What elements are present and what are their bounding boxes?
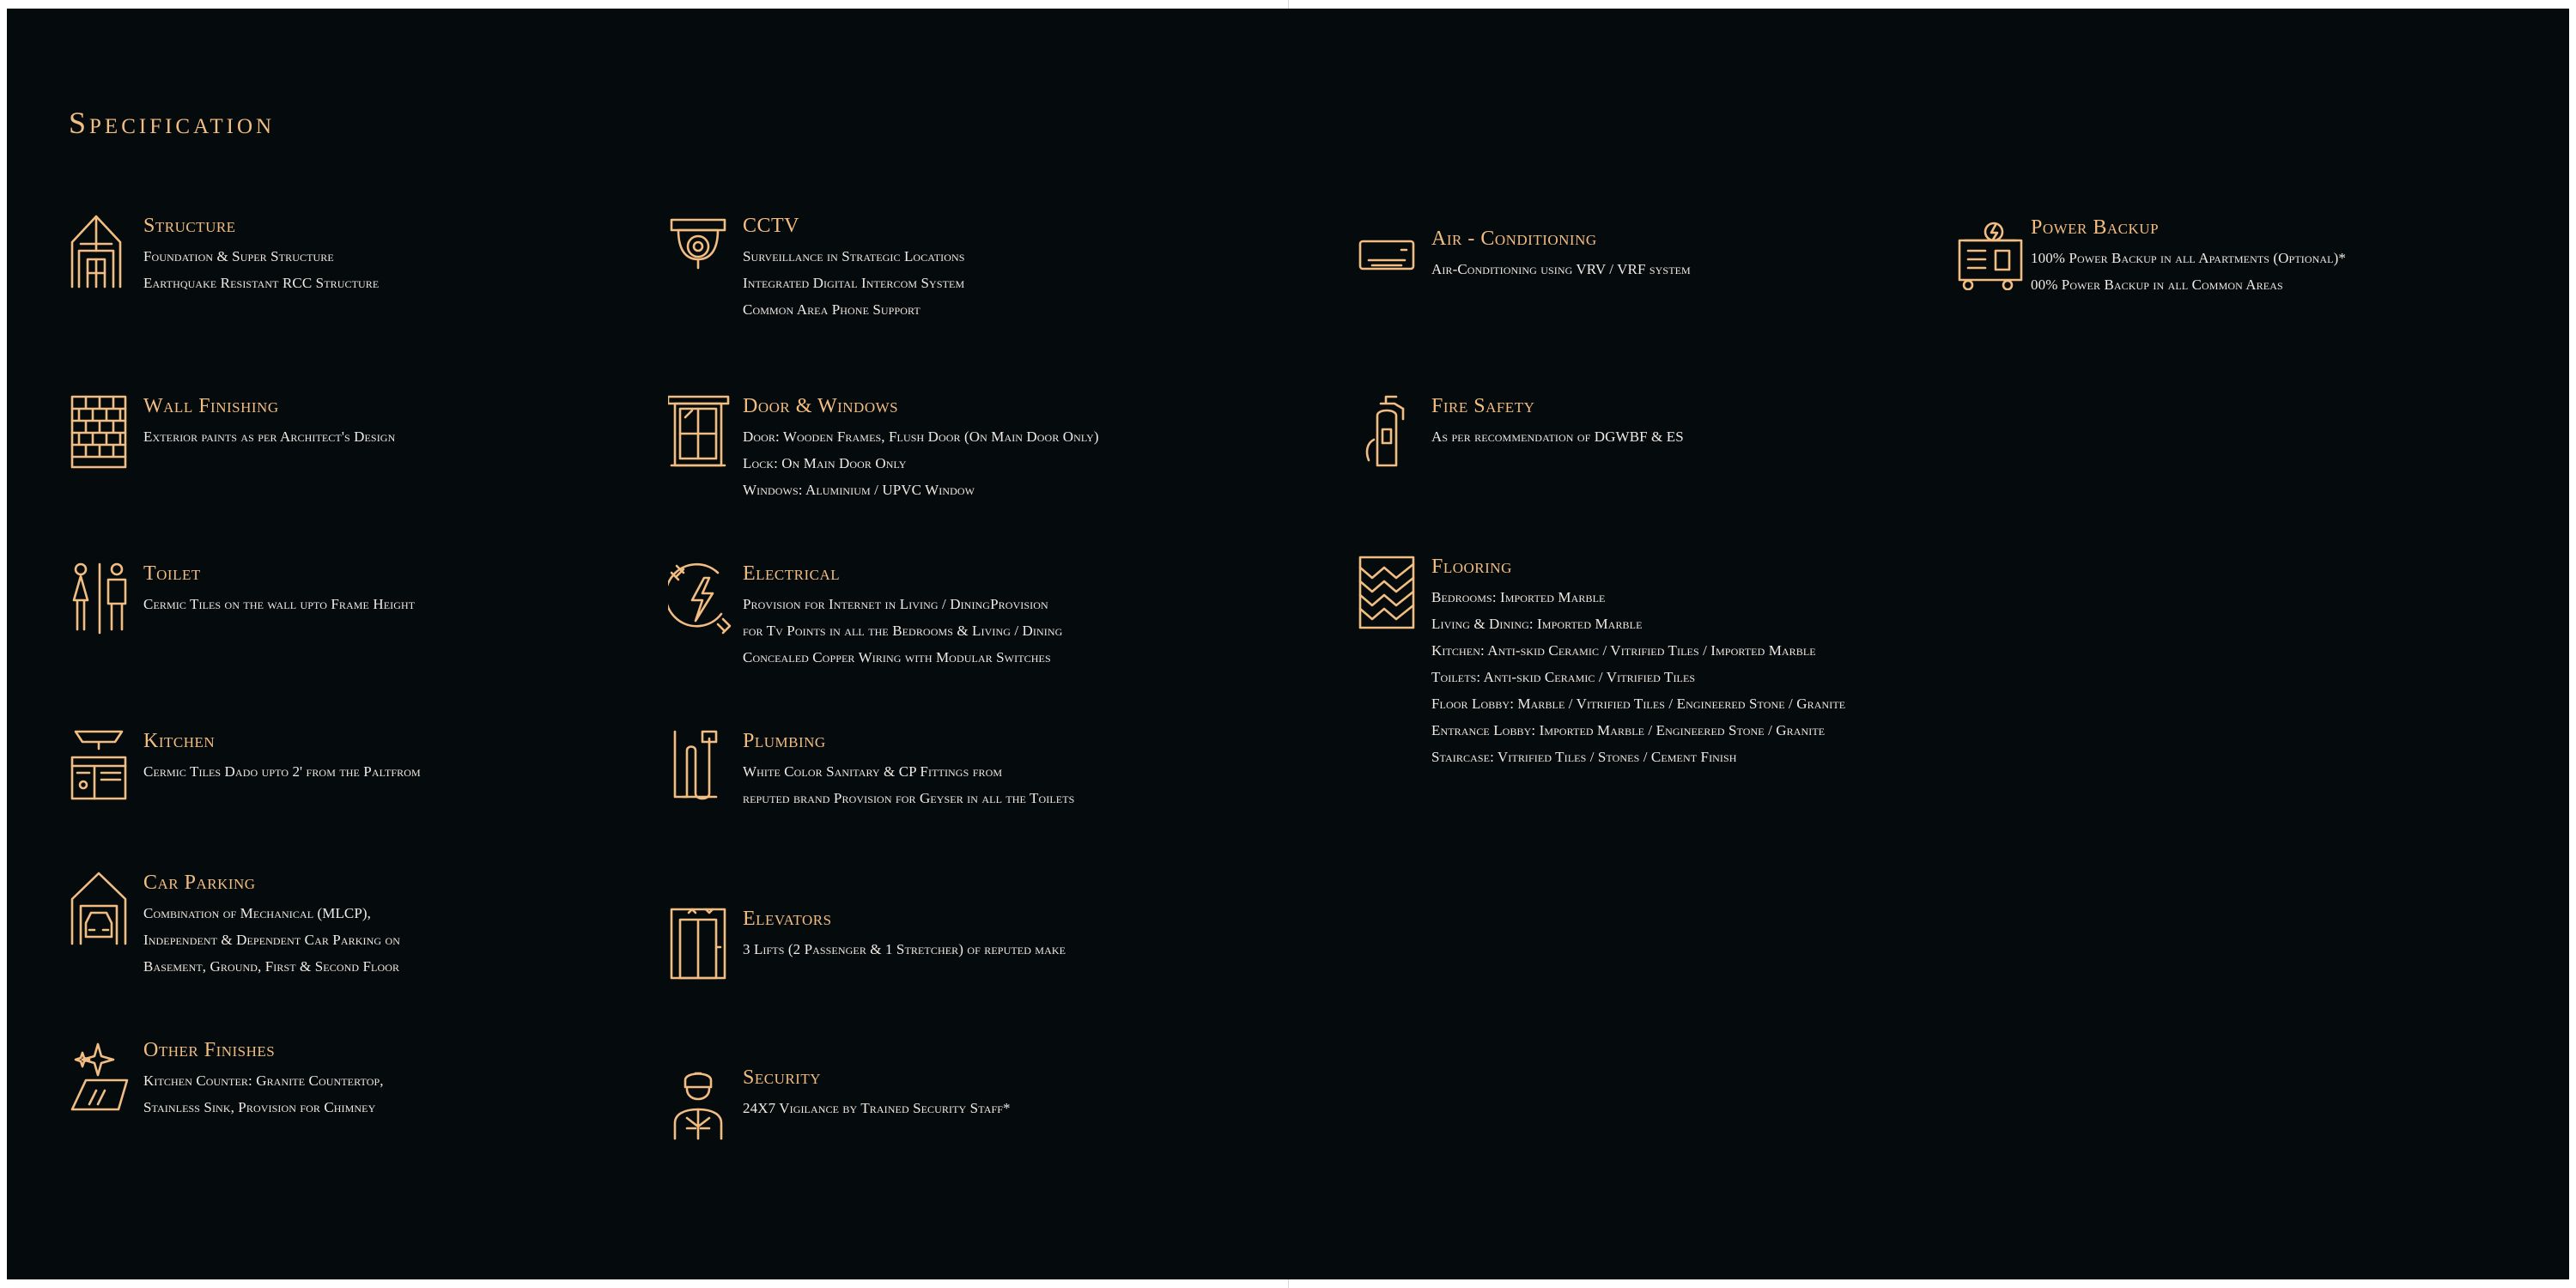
toilet-people-icon bbox=[69, 561, 136, 636]
kitchen-icon bbox=[69, 728, 136, 804]
spec-line: Stainless Sink, Provision for Chimney bbox=[143, 1099, 376, 1115]
spec-line: for Tv Points in all the Bedrooms & Living / Dining bbox=[743, 623, 1063, 639]
spec-line: reputed brand Provision for Geyser in all the Toilets bbox=[743, 790, 1075, 806]
security-guard-icon bbox=[668, 1065, 735, 1140]
spec-title: Toilet bbox=[143, 562, 201, 585]
spec-line: Staircase: Vitrified Tiles / Stones / Cement Finish bbox=[1431, 749, 1737, 765]
spec-line: Provision for Internet in Living / DiningProvision bbox=[743, 596, 1048, 612]
spec-title: Other Finishes bbox=[143, 1039, 276, 1061]
spec-cctv bbox=[668, 213, 1252, 342]
car-garage-icon bbox=[69, 870, 136, 945]
spec-line: As per recommendation of DGWBF & ES bbox=[1431, 428, 1684, 445]
spec-line: Foundation & Super Structure bbox=[143, 248, 334, 264]
spec-plumbing bbox=[668, 728, 1252, 857]
spec-line: Surveillance in Strategic Locations bbox=[743, 248, 965, 264]
elevator-icon bbox=[668, 906, 735, 981]
spec-line: Earthquake Resistant RCC Structure bbox=[143, 275, 380, 291]
spec-line: 100% Power Backup in all Apartments (Optional)* bbox=[2031, 250, 2346, 266]
spec-line: Integrated Digital Intercom System bbox=[743, 275, 965, 291]
generator-icon bbox=[1956, 215, 2023, 290]
air-conditioner-icon bbox=[1357, 226, 1424, 301]
building-structure-icon bbox=[69, 213, 136, 289]
spec-line: Door: Wooden Frames, Flush Door (On Main Door Only) bbox=[743, 428, 1099, 445]
spec-structure bbox=[69, 213, 653, 342]
spec-power-backup bbox=[1956, 215, 2540, 343]
spec-title: Flooring bbox=[1431, 556, 1512, 578]
spec-line: 24X7 Vigilance by Trained Security Staff* bbox=[743, 1100, 1011, 1116]
spec-title: Kitchen bbox=[143, 730, 216, 752]
spec-line: White Color Sanitary & CP Fittings from bbox=[743, 763, 1003, 780]
spec-other-finishes bbox=[69, 1037, 653, 1166]
spec-line: Floor Lobby: Marble / Vitrified Tiles / Engineered Stone / Granite bbox=[1431, 696, 1846, 712]
spec-line: Common Area Phone Support bbox=[743, 301, 920, 318]
spec-title: Fire Safety bbox=[1431, 395, 1535, 417]
spec-line: Kitchen: Anti-skid Ceramic / Vitrified Tiles / Imported Marble bbox=[1431, 642, 1816, 659]
flooring-pattern-icon bbox=[1357, 554, 1424, 629]
spec-line: 00% Power Backup in all Common Areas bbox=[2031, 276, 2283, 293]
spec-line: Toilets: Anti-skid Ceramic / Vitrified Tiles bbox=[1431, 669, 1696, 685]
spec-title: Electrical bbox=[743, 562, 841, 585]
spec-elevators bbox=[668, 906, 1252, 1035]
spec-title: Plumbing bbox=[743, 730, 826, 752]
fire-extinguisher-icon bbox=[1357, 393, 1424, 469]
spec-car-parking bbox=[69, 870, 653, 999]
spec-flooring bbox=[1357, 554, 1941, 765]
spec-kitchen bbox=[69, 728, 653, 857]
spec-title: Structure bbox=[143, 215, 236, 237]
spec-line: Independent & Dependent Car Parking on bbox=[143, 932, 400, 948]
plumbing-pipe-icon bbox=[668, 728, 735, 804]
sparkle-countertop-icon bbox=[69, 1037, 136, 1113]
top-fold-mark bbox=[1288, 0, 1289, 9]
spec-title: Door & Windows bbox=[743, 395, 899, 417]
spec-door-windows bbox=[668, 393, 1252, 522]
spec-line: Windows: Aluminium / UPVC Window bbox=[743, 482, 975, 498]
spec-line: Kitchen Counter: Granite Countertop, bbox=[143, 1072, 384, 1089]
spec-line: Concealed Copper Wiring with Modular Switches bbox=[743, 649, 1051, 665]
spec-line: Bedrooms: Imported Marble bbox=[1431, 589, 1606, 605]
spec-line: Cermic Tiles on the wall upto Frame Height bbox=[143, 596, 416, 612]
window-icon bbox=[668, 393, 735, 469]
cctv-camera-icon bbox=[668, 213, 735, 289]
spec-title: Power Backup bbox=[2031, 216, 2160, 239]
spec-line: Combination of Mechanical (MLCP), bbox=[143, 905, 372, 921]
bottom-fold-mark bbox=[1288, 1279, 1289, 1288]
spec-line: Living & Dining: Imported Marble bbox=[1431, 616, 1643, 632]
spec-title: Car Parking bbox=[143, 872, 256, 894]
spec-line: Lock: On Main Door Only bbox=[743, 455, 907, 471]
spec-title: Security bbox=[743, 1066, 822, 1089]
spec-line: Air-Conditioning using VRV / VRF system bbox=[1431, 261, 1691, 277]
spec-title: Elevators bbox=[743, 908, 832, 930]
spec-toilet bbox=[69, 561, 653, 690]
specification-panel bbox=[7, 9, 2569, 1279]
page-title: Specification bbox=[69, 106, 276, 140]
spec-fire-safety bbox=[1357, 393, 1941, 522]
spec-line: Entrance Lobby: Imported Marble / Engineered Stone / Granite bbox=[1431, 722, 1826, 738]
spec-line: Basement, Ground, First & Second Floor bbox=[143, 958, 400, 975]
spec-air-conditioning bbox=[1357, 226, 1941, 355]
spec-line: 3 Lifts (2 Passenger & 1 Stretcher) of reputed make bbox=[743, 941, 1066, 957]
spec-line: Cermic Tiles Dado upto 2' from the Paltfrom bbox=[143, 763, 421, 780]
electrical-plug-icon bbox=[668, 561, 735, 636]
brick-wall-icon bbox=[69, 393, 136, 469]
spec-title: Air - Conditioning bbox=[1431, 228, 1597, 250]
spec-electrical bbox=[668, 561, 1252, 690]
spec-security bbox=[668, 1065, 1252, 1194]
spec-title: CCTV bbox=[743, 215, 800, 237]
spec-title: Wall Finishing bbox=[143, 395, 279, 417]
spec-wall-finishing bbox=[69, 393, 653, 522]
spec-line: Exterior paints as per Architect's Design bbox=[143, 428, 396, 445]
